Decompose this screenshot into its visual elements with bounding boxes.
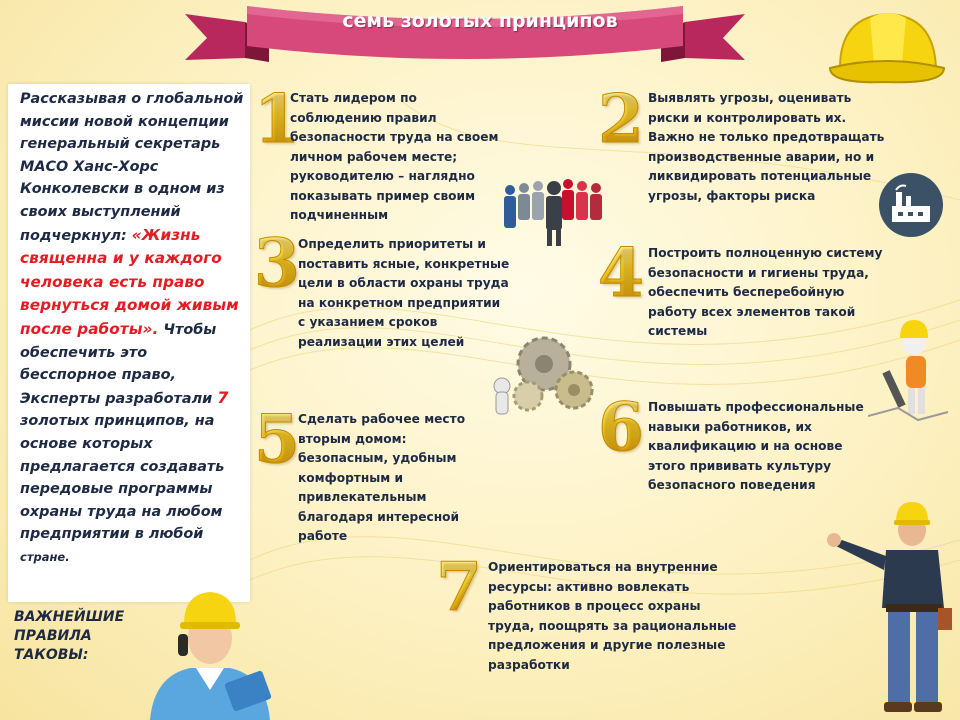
worker-pointing-icon bbox=[822, 496, 956, 718]
worker-jackhammer-icon bbox=[868, 312, 954, 424]
principle-6-number: 6 bbox=[598, 388, 644, 466]
left-para-start: Чтобы обеспечить это бесспорное право, Эксперты разработали bbox=[20, 321, 217, 407]
rules-heading: ВАЖНЕЙШИЕ ПРАВИЛА ТАКОВЫ: bbox=[14, 609, 125, 663]
gears-icon bbox=[488, 330, 598, 416]
left-para-mid: золотых принципов, на основе которых предлагается создавать передовые программы охраны труда на любом предприятии в любой bbox=[20, 413, 225, 543]
factory-icon bbox=[878, 172, 944, 238]
principle-5-text: Сделать рабочее место вторым домом: безопасным, удобным комфортным и привлекательным благодаря интересной работе bbox=[298, 412, 466, 543]
left-story bbox=[20, 88, 246, 568]
principle-4-text: Построить полноценную систему безопасности и гигиены труда, обеспечить бесперебойную работу всех элементов такой системы bbox=[648, 246, 883, 338]
principle-6-text: Повышать профессиональные навыки работников, их квалификацию и на основе этого прививать культуру безопасного поведения bbox=[648, 400, 864, 492]
left-number: 7 bbox=[217, 387, 229, 407]
principle-7-number: 7 bbox=[436, 548, 482, 626]
left-para-end: стране. bbox=[20, 549, 70, 564]
principle-2-number: 2 bbox=[598, 80, 644, 158]
left-intro: Рассказывая о глобальной миссии новой концепции генеральный секретарь МАСО Ханс-Хорс Конколевски в одном из своих выступлений подчеркнул: bbox=[20, 91, 244, 244]
principle-1-number: 1 bbox=[254, 80, 300, 158]
hard-hat-icon bbox=[826, 6, 946, 94]
left-quote: «Жизнь священна и у каждого человека есть право вернуться домой живым после работы». bbox=[20, 225, 239, 338]
worker-with-phone-icon bbox=[140, 580, 280, 720]
principle-1-text: Стать лидером по соблюдению правил безопасности труда на своем личном рабочем месте; руководителю – наглядно показывать пример своим подчиненным bbox=[290, 91, 499, 222]
principle-3-text: Определить приоритеты и поставить ясные, конкретные цели в области охраны труда на конкретном предприятии с указанием сроков реализации этих целей bbox=[298, 237, 510, 349]
principle-3-number: 3 bbox=[254, 224, 300, 302]
principle-7-text: Ориентироваться на внутренние ресурсы: активно вовлекать работников в процесс охраны труда, поощрять за рациональные предложения и другие полезные разработки bbox=[488, 560, 737, 672]
principle-2-text: Выявлять угрозы, оценивать риски и контролировать их. Важно не только предотвращать производственные аварии, но и ликвидировать потенциальные угрозы, факторы риска bbox=[648, 91, 885, 203]
principle-4-number: 4 bbox=[598, 234, 644, 312]
page-title: семь золотых принципов bbox=[342, 10, 618, 32]
principle-5-number: 5 bbox=[254, 400, 300, 478]
